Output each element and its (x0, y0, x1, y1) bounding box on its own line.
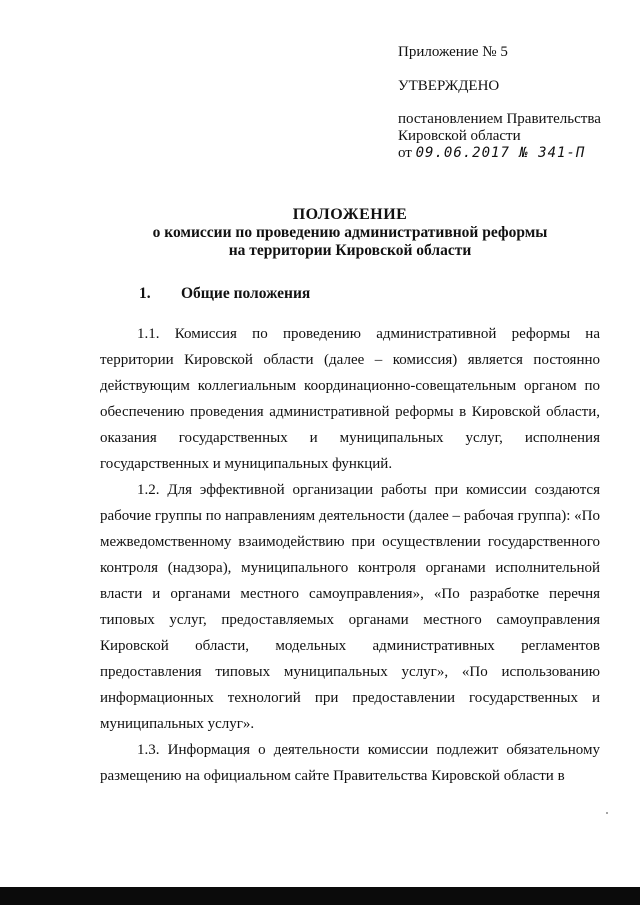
appendix-label: Приложение № 5 (398, 44, 508, 60)
paragraph-1-1: 1.1. Комиссия по проведению административной реформы на территории Кировской области (далее – комиссия) является постоянно действующим коллегиальным координационно-совещательным органом по обеспечению проведения административной реформы в Кировской области, оказания государственных и муниципальных услуг, исполнения государственных и муниципальных функций. (100, 326, 600, 472)
decree-line-2: Кировской области (398, 128, 521, 144)
decree-date-number: 09.06.2017 № 341-П (415, 145, 586, 161)
paragraph-1-3: 1.3. Информация о деятельности комиссии подлежит обязательному размещению на официальном сайте Правительства Кировской области в (100, 742, 600, 784)
title-main: ПОЛОЖЕНИЕ (292, 206, 408, 223)
decree-prefix: от (398, 145, 412, 161)
decree-date-line (398, 145, 630, 162)
approved-label: УТВЕРЖДЕНО (398, 78, 500, 94)
scan-speck (606, 812, 608, 814)
title-line-2: о комиссии по проведению административной реформы (152, 224, 548, 241)
document-title (100, 206, 600, 260)
section-title: Общие положения (181, 285, 311, 302)
body-text (100, 321, 600, 789)
title-line-3: на территории Кировской области (228, 242, 472, 259)
scan-bottom-bar (0, 887, 640, 905)
section-heading (139, 285, 310, 303)
decree-line-1: постановлением Правительства (398, 111, 601, 127)
section-number: 1. (139, 285, 151, 302)
approval-stamp-block (398, 44, 630, 162)
paragraph-1-2: 1.2. Для эффективной организации работы при комиссии создаются рабочие группы по направлениям деятельности (далее – рабочая группа): «По межведомственному взаимодействию при осуществлении государственного контроля (надзора), муниципального контроля органами исполнительной власти и органами местного самоуправления», «По разработке перечня типовых услуг, предоставляемых органами местного самоуправления Кировской области, модельных административных регламентов предоставления типовых муниципальных услуг», «По использованию информационных технологий при предоставлении государственных и муниципальных услуг». (100, 482, 600, 732)
